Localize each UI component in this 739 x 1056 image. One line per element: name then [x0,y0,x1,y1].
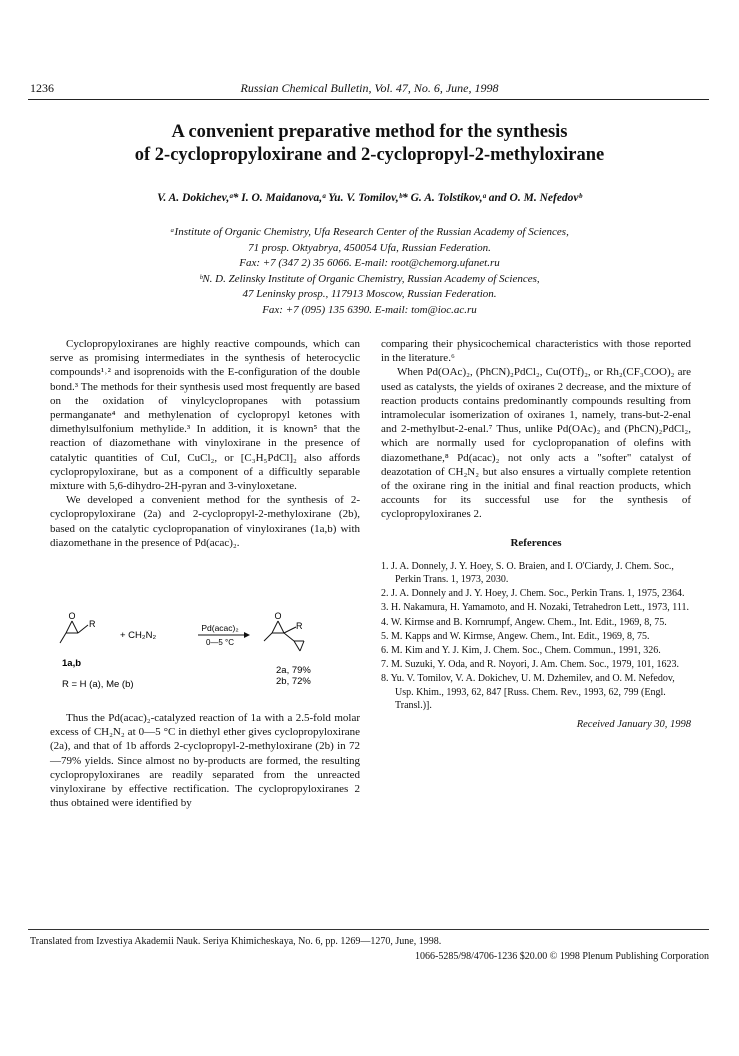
reagent-label: + CH₂N₂ [120,630,157,641]
references-heading: References [510,536,562,549]
affiliation-line: 71 prosp. Oktyabrya, 450054 Ufa, Russian Federation. [248,241,491,254]
affiliation-line: ᵃInstitute of Organic Chemistry, Ufa Research Center of the Russian Academy of Sciences, [170,226,569,238]
product-r-label: R [296,621,303,631]
reference-item: 8. Yu. V. Tomilov, V. A. Dokichev, U. M. Dzhemilev, and O. M. Nefedov, Usp. Khim., 1993, 62, 847 [Russ. Chem. Rev., 1993, 62, 799 (Engl. Transl.)]. [381,673,675,711]
header-rule [28,99,709,100]
copyright-line: 1066-5285/98/4706-1236 $20.00 © 1998 Plenum Publishing Corporation [415,951,709,962]
authors: V. A. Dokichev,ᵃ* I. O. Maidanova,ᵃ Yu. V. Tomilov,ᵇ* G. A. Tolstikov,ᵃ and O. M. Nefedovᵇ [157,192,582,204]
reference-item: 2. J. A. Donnely and J. Y. Hoey, J. Chem. Soc., Perkin Trans. 1, 1975, 2364. [381,588,685,600]
left-column [50,337,360,550]
translation-note: Translated from Izvestiya Akademii Nauk. Seriya Khimicheskaya, No. 6, pp. 1269—1270, June, 1998. [30,936,442,947]
title-line-1: A convenient preparative method for the synthesis [171,122,568,142]
oxygen-label: O [274,611,282,621]
footer-rule [28,929,709,930]
reaction-scheme [58,611,358,701]
affiliation-line: Fax: +7 (095) 135 6390. E-mail: tom@ioc.ac.ru [262,303,477,316]
conditions-label: 0—5 °C [205,638,235,647]
body-paragraph: Thus the Pd(acac)₂-catalyzed reaction of 1a with a 2.5-fold molar excess of CH₂N₂ at 0—5 °C in diethyl ether gives cyclopropyloxirane (2a), and that of 1b affords 2-cyclopropyl-2-methyloxirane (2b) in 72—79% yields. Since almost no by-products are formed, the resulting cyclopropyloxiranes are readily separated from the unreacted vinyloxirane by effective rectification. The cyclopropyloxiranes 2 thus obtained were identified by [50,712,360,810]
product-label-b: 2b, 72% [276,676,311,687]
body-paragraph: Cyclopropyloxiranes are highly reactive compounds, which can serve as promising intermediates in the synthesis of heterocyclic compounds¹˒² and isoprenoids with the E-configuration of the double bond.³ The methods for their synthesis used most frequently are based on the oxidation of vinylcyclopropanes with potassium permanganate⁴ and methylenation of cyclopropyl ketones with dimethylsulfonium methylide.³ In addition, it is known⁵ that the reaction of diazomethane with vinyloxirane in the presence of catalytic quantities of CuI, CuCl₂, or [C₃H₅PdCl]₂ also affords cyclopropyloxirane, but as a component of a difficultly separable mixture with 5,6-dihydro-2H-pyran and 3-vinyloxetane. [50,338,360,493]
reference-item: 3. H. Nakamura, H. Yamamoto, and H. Nozaki, Tetrahedron Lett., 1973, 111. [381,602,690,614]
reactant-structure [60,621,88,643]
title-line-2: of 2-cyclopropyloxirane and 2-cyclopropyl-2-methyloxirane [134,145,605,165]
affiliations [60,225,679,318]
page-number: 1236 [30,81,54,95]
reference-item: 4. W. Kirmse and B. Kornrumpf, Angew. Chem., Int. Edit., 1969, 8, 75. [381,616,667,628]
oxygen-label: O [68,611,76,621]
references-list [381,560,691,712]
body-paragraph: When Pd(OAc)₂, (PhCN)₂PdCl₂, Cu(OTf)₂, or Rh₂(CF₃COO)₂ are used as catalysts, the yields of oxiranes 2 decrease, and the mixture of reaction products contains predominantly compounds resulting from intramolecular isomerization of oxiranes 1, namely, trans-but-2-enal and 2-methylbut-2-enal.⁷ Thus, unlike Pd(OAc)₂ and (PhCN)₂PdCl₂, which are normally used for cyclopropanation of olefins with diazomethane,⁸ Pd(acac)₂ not only acts a "softer" catalyst of deazotation of CH₂N₂ but also ensures a virtually complete retention of the oxirane ring in the initial and final reaction products, which accounts for its successful use for the synthesis of cyclopropyloxiranes 2. [381,366,691,521]
catalyst-label: Pd(acac)₂ [201,623,239,633]
affiliation-line: 47 Leninsky prosp., 117913 Moscow, Russian Federation. [242,288,497,300]
left-column-lower [50,711,360,810]
received-date: Received January 30, 1998 [576,719,691,731]
journal-header: Russian Chemical Bulletin, Vol. 47, No. 6, June, 1998 [240,81,499,95]
reactant-label: 1a,b [62,658,82,669]
reference-item: 7. M. Suzuki, Y. Oda, and R. Noyori, J. Am. Chem. Soc., 1979, 101, 1623. [381,659,680,671]
affiliation-line: ᵇN. D. Zelinsky Institute of Organic Chemistry, Russian Academy of Sciences, [199,272,540,285]
article-title [60,121,679,167]
right-column [381,337,691,732]
reference-item: 1. J. A. Donnely, J. Y. Hoey, S. O. Braien, and I. O'Ciardy, J. Chem. Soc., Perkin Trans. 1, 1973, 2030. [381,560,674,586]
reference-item: 6. M. Kim and Y. J. Kim, J. Chem. Soc., Chem. Commun., 1991, 326. [381,645,661,657]
affiliation-line: Fax: +7 (347 2) 35 6066. E-mail: root@chemorg.ufanet.ru [239,257,500,269]
body-paragraph: comparing their physicochemical characteristics with those reported in the literature.⁶ [381,338,691,365]
r-definition: R = H (a), Me (b) [62,679,134,690]
product-label-a: 2a, 79% [276,665,311,676]
arrow-head [244,632,250,638]
reference-item: 5. M. Kapps and W. Kirmse, Angew. Chem., Int. Edit., 1969, 8, 75. [381,630,650,642]
body-paragraph: We developed a convenient method for the synthesis of 2-cyclopropyloxirane (2a) and 2-cyclopropyl-2-methyloxirane (2b), based on the catalytic cyclopropanation of vinyloxiranes (1a,b) with diazomethane in the presence of Pd(acac)₂. [50,494,360,549]
reactant-r-label: R [89,619,96,629]
